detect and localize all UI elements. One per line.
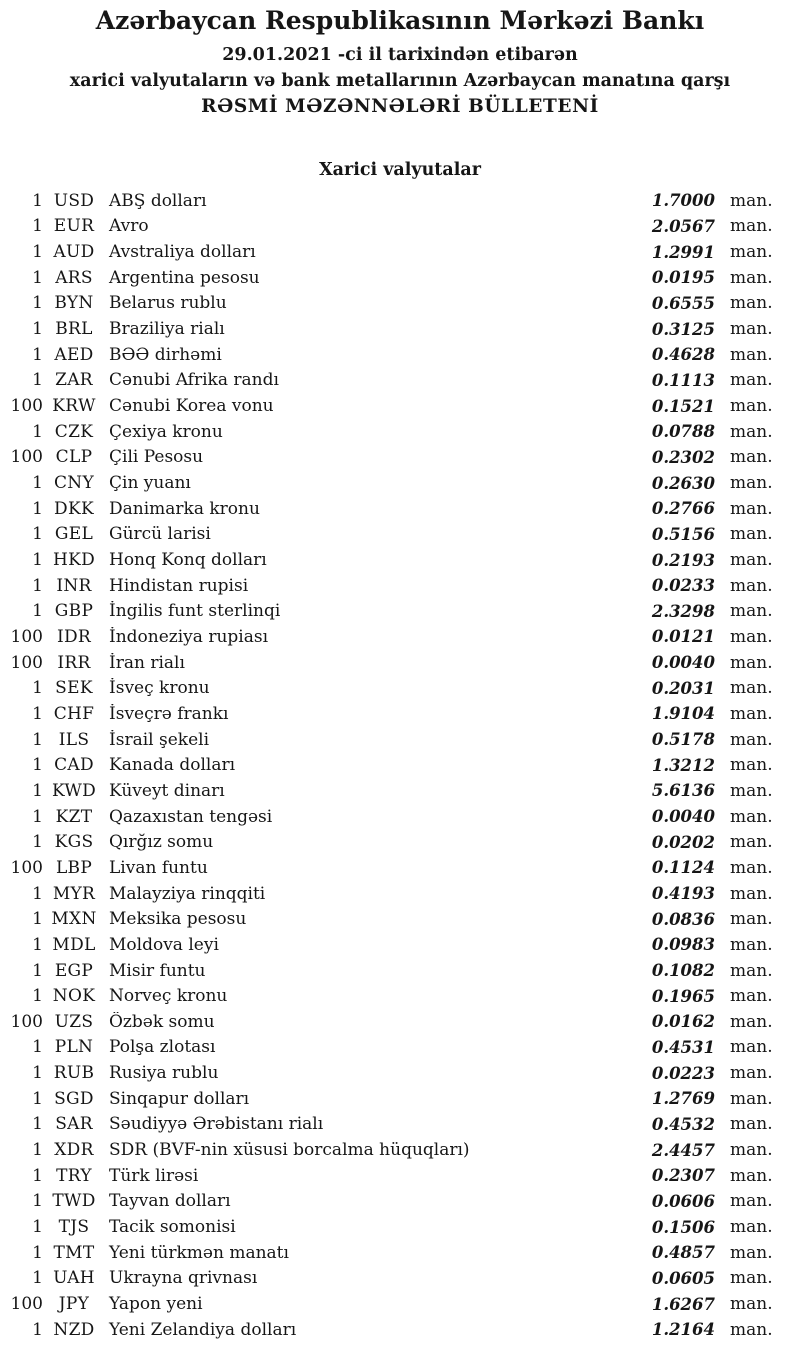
currency-row (0, 265, 800, 291)
currency-quantity: 1 (32, 498, 43, 519)
currency-unit-label: man. (730, 780, 773, 801)
currency-quantity: 100 (10, 626, 43, 647)
currency-rate: 0.0040 (651, 807, 715, 827)
currency-rate: 0.4193 (651, 884, 715, 904)
currency-name: Küveyt dinarı (109, 780, 225, 801)
currency-code: USD (53, 190, 95, 211)
currency-name: Səudiyyə Ərəbistanı rialı (109, 1114, 324, 1135)
currency-name: Hindistan rupisi (109, 575, 249, 596)
currency-name: Çili Pesosu (109, 447, 204, 468)
currency-name: SDR (BVF-nin xüsusi borcalma hüquqları) (109, 1140, 470, 1161)
currency-code: XDR (54, 1140, 94, 1161)
currency-code: PLN (54, 1037, 94, 1058)
currency-row (0, 573, 800, 599)
currency-row (0, 445, 800, 471)
currency-unit-label: man. (730, 1011, 773, 1032)
currency-quantity: 100 (10, 652, 43, 673)
currency-unit-label: man. (730, 1140, 773, 1161)
currency-row (0, 1266, 800, 1292)
currency-row (0, 1086, 800, 1112)
currency-row (0, 1137, 800, 1163)
currency-code: GBP (54, 601, 94, 622)
currency-name: Braziliya rialı (109, 319, 225, 340)
currency-code: CAD (54, 755, 94, 776)
currency-quantity: 1 (32, 575, 43, 596)
currency-unit-label: man. (730, 806, 773, 827)
currency-code: LBP (55, 857, 93, 878)
currency-unit-label: man. (730, 396, 773, 417)
currency-row (0, 419, 800, 445)
currency-quantity: 100 (10, 1294, 43, 1315)
currency-name: İsveç kronu (109, 678, 210, 699)
currency-code: TWD (52, 1191, 96, 1212)
currency-unit-label: man. (730, 447, 773, 468)
currency-quantity: 1 (32, 190, 43, 211)
currency-code: BYN (54, 293, 94, 314)
currency-code: GEL (54, 524, 94, 545)
currency-name: Avstraliya dolları (109, 242, 256, 263)
currency-code: RUB (53, 1063, 95, 1084)
currency-unit-label: man. (730, 626, 773, 647)
currency-quantity: 1 (32, 216, 43, 237)
currency-quantity: 1 (32, 601, 43, 622)
currency-name: Cənubi Afrika randı (109, 370, 279, 391)
currency-unit-label: man. (730, 1268, 773, 1289)
currency-name: Yapon yeni (109, 1294, 203, 1315)
currency-unit-label: man. (730, 421, 773, 442)
currency-row (0, 1189, 800, 1215)
currency-unit-label: man. (730, 832, 773, 853)
currency-row (0, 1112, 800, 1138)
currency-rate: 0.1965 (651, 986, 715, 1006)
currency-quantity: 1 (32, 1268, 43, 1289)
currency-rate: 2.4457 (651, 1140, 715, 1160)
currency-rate: 0.2630 (651, 473, 715, 493)
currency-row (0, 906, 800, 932)
currency-quantity: 1 (32, 524, 43, 545)
currency-unit-label: man. (730, 216, 773, 237)
currency-rate: 0.4531 (651, 1037, 715, 1057)
currency-code: EGP (54, 960, 94, 981)
section-title-foreign-currencies: Xarici valyutalar (319, 160, 481, 180)
currency-unit-label: man. (730, 729, 773, 750)
currency-name: Qırğız somu (109, 832, 214, 853)
currency-quantity: 1 (32, 1037, 43, 1058)
currency-quantity: 1 (32, 780, 43, 801)
currency-quantity: 1 (32, 473, 43, 494)
currency-unit-label: man. (730, 986, 773, 1007)
currency-row (0, 958, 800, 984)
currency-name: Livan funtu (109, 857, 208, 878)
currency-name: Malayziya rinqqiti (109, 883, 266, 904)
currency-name: İsveçrə frankı (109, 703, 229, 724)
currency-rate: 0.3125 (651, 319, 715, 339)
currency-rate: 0.5178 (651, 730, 715, 750)
currency-quantity: 100 (10, 1011, 43, 1032)
currency-unit-label: man. (730, 678, 773, 699)
currency-unit-label: man. (730, 242, 773, 263)
currency-rate: 0.0223 (651, 1063, 715, 1083)
currency-name: Yeni türkmən manatı (109, 1242, 289, 1263)
currency-row (0, 470, 800, 496)
currency-rate: 0.0121 (651, 627, 715, 647)
currency-name: Kanada dolları (109, 755, 236, 776)
currency-row (0, 1240, 800, 1266)
currency-unit-label: man. (730, 370, 773, 391)
currency-quantity: 1 (32, 960, 43, 981)
currency-name: Qazaxıstan tengəsi (109, 806, 273, 827)
currency-name: Tayvan dolları (109, 1191, 231, 1212)
currency-quantity: 1 (32, 806, 43, 827)
currency-quantity: 1 (32, 319, 43, 340)
currency-row (0, 522, 800, 548)
currency-rate: 0.0836 (651, 909, 715, 929)
currency-code: SGD (54, 1088, 94, 1109)
currency-unit-label: man. (730, 473, 773, 494)
currency-quantity: 100 (10, 396, 43, 417)
currency-name: Rusiya rublu (109, 1063, 219, 1084)
currency-row (0, 829, 800, 855)
currency-rate: 0.2307 (651, 1166, 715, 1186)
currency-name: Polşa zlotası (109, 1037, 216, 1058)
currency-code: TRY (56, 1165, 92, 1186)
currency-quantity: 1 (32, 344, 43, 365)
currency-rate: 0.6555 (651, 293, 715, 313)
currency-name: Avro (109, 216, 149, 237)
currency-quantity: 1 (32, 1140, 43, 1161)
currency-row (0, 778, 800, 804)
currency-name: Honq Konq dolları (109, 550, 267, 571)
currency-code: MYR (52, 883, 96, 904)
currency-row (0, 932, 800, 958)
currency-code: INR (56, 575, 92, 596)
currency-rate: 0.0040 (651, 653, 715, 673)
currency-quantity: 1 (32, 1217, 43, 1238)
currency-rate: 2.0567 (651, 216, 715, 236)
currency-unit-label: man. (730, 1294, 773, 1315)
currency-unit-label: man. (730, 1063, 773, 1084)
currency-unit-label: man. (730, 755, 773, 776)
currency-row (0, 1214, 800, 1240)
currency-row (0, 804, 800, 830)
currency-code: HKD (52, 550, 96, 571)
currency-name: Özbək somu (109, 1011, 215, 1032)
currency-row (0, 368, 800, 394)
currency-code: SAR (55, 1114, 93, 1135)
currency-row (0, 855, 800, 881)
currency-row (0, 291, 800, 317)
currency-code: CHF (53, 703, 95, 724)
currency-unit-label: man. (730, 344, 773, 365)
currency-unit-label: man. (730, 293, 773, 314)
currency-name: Sinqapur dolları (109, 1088, 250, 1109)
bank-name-title: Azərbaycan Respublikasının Mərkəzi Bankı (95, 6, 705, 35)
currency-code: TMT (53, 1242, 95, 1263)
currency-quantity: 1 (32, 729, 43, 750)
currency-row (0, 547, 800, 573)
currency-unit-label: man. (730, 883, 773, 904)
currency-name: BƏƏ dirhəmi (109, 344, 222, 365)
currency-quantity: 100 (10, 447, 43, 468)
currency-name: Argentina pesosu (109, 267, 260, 288)
currency-row (0, 214, 800, 240)
currency-row (0, 393, 800, 419)
currency-code: IRR (57, 652, 91, 673)
currency-rate: 1.2164 (651, 1320, 715, 1340)
currency-row (0, 752, 800, 778)
currency-row (0, 1291, 800, 1317)
currency-quantity: 1 (32, 986, 43, 1007)
currency-code: CNY (53, 473, 94, 494)
currency-row (0, 496, 800, 522)
currency-name: Norveç kronu (109, 986, 228, 1007)
currency-unit-label: man. (730, 1319, 773, 1340)
currency-name: Meksika pesosu (109, 909, 247, 930)
effective-date-line: 29.01.2021 -ci il tarixindən etibarən (222, 45, 578, 65)
currency-quantity: 1 (32, 832, 43, 853)
currency-unit-label: man. (730, 1217, 773, 1238)
currency-row (0, 1163, 800, 1189)
currency-code: JPY (58, 1294, 90, 1315)
currency-code: ZAR (55, 370, 93, 391)
currency-rate: 1.3212 (651, 755, 715, 775)
currency-row (0, 188, 800, 214)
currency-code: CZK (54, 421, 94, 442)
currency-code: NZD (53, 1319, 95, 1340)
currency-quantity: 1 (32, 755, 43, 776)
currency-quantity: 1 (32, 909, 43, 930)
currency-rate: 1.2991 (651, 242, 715, 262)
currency-unit-label: man. (730, 652, 773, 673)
currency-name: Tacik somonisi (109, 1217, 236, 1238)
currency-unit-label: man. (730, 319, 773, 340)
currency-unit-label: man. (730, 524, 773, 545)
currency-rate: 0.0162 (651, 1012, 715, 1032)
currency-rate: 0.0605 (651, 1268, 715, 1288)
currency-unit-label: man. (730, 1037, 773, 1058)
currency-row (0, 342, 800, 368)
currency-rate: 0.2766 (651, 499, 715, 519)
currency-code: TJS (58, 1217, 90, 1238)
currency-name: İsrail şekeli (109, 729, 209, 750)
currency-rates-table (0, 188, 800, 1343)
currency-code: AED (54, 344, 94, 365)
currency-quantity: 1 (32, 1319, 43, 1340)
currency-code: KGS (54, 832, 94, 853)
currency-quantity: 1 (32, 1242, 43, 1263)
currency-row (0, 239, 800, 265)
currency-quantity: 1 (32, 678, 43, 699)
currency-name: Çin yuanı (109, 473, 191, 494)
bulletin-title: RƏSMİ MƏZƏNNƏLƏRİ BÜLLETENİ (201, 96, 599, 117)
currency-code: BRL (55, 319, 93, 340)
currency-quantity: 1 (32, 1165, 43, 1186)
currency-unit-label: man. (730, 909, 773, 930)
currency-rate: 0.1124 (651, 858, 715, 878)
currency-name: İngilis funt sterlinqi (109, 601, 281, 622)
currency-code: SEK (55, 678, 93, 699)
currency-code: KZT (55, 806, 93, 827)
currency-row (0, 881, 800, 907)
currency-name: Cənubi Korea vonu (109, 396, 274, 417)
currency-name: Yeni Zelandiya dolları (109, 1319, 297, 1340)
currency-unit-label: man. (730, 1114, 773, 1135)
currency-unit-label: man. (730, 550, 773, 571)
currency-unit-label: man. (730, 703, 773, 724)
currency-rate: 5.6136 (651, 781, 715, 801)
currency-rate: 0.0233 (651, 576, 715, 596)
currency-unit-label: man. (730, 857, 773, 878)
currency-unit-label: man. (730, 190, 773, 211)
currency-code: EUR (53, 216, 95, 237)
currency-row (0, 316, 800, 342)
currency-row (0, 624, 800, 650)
currency-quantity: 100 (10, 857, 43, 878)
currency-rate: 0.0195 (651, 268, 715, 288)
currency-rate: 0.2031 (651, 678, 715, 698)
currency-name: Belarus rublu (109, 293, 227, 314)
currency-unit-label: man. (730, 601, 773, 622)
currency-row (0, 1317, 800, 1343)
currency-quantity: 1 (32, 242, 43, 263)
currency-rate: 1.9104 (651, 704, 715, 724)
currency-code: ILS (58, 729, 90, 750)
currency-rate: 0.2302 (651, 447, 715, 467)
currency-row (0, 983, 800, 1009)
currency-row (0, 727, 800, 753)
currency-quantity: 1 (32, 703, 43, 724)
currency-code: MDL (52, 934, 96, 955)
currency-row (0, 675, 800, 701)
currency-rate: 2.3298 (651, 601, 715, 621)
currency-code: CLP (55, 447, 93, 468)
currency-code: MXN (51, 909, 97, 930)
currency-name: Moldova leyi (109, 934, 219, 955)
currency-name: Misir funtu (109, 960, 206, 981)
currency-name: Danimarka kronu (109, 498, 260, 519)
currency-rate: 1.7000 (651, 191, 715, 211)
currency-quantity: 1 (32, 421, 43, 442)
currency-rate: 0.0983 (651, 935, 715, 955)
currency-name: Çexiya kronu (109, 421, 223, 442)
currency-code: NOK (52, 986, 96, 1007)
currency-row (0, 1035, 800, 1061)
currency-row (0, 599, 800, 625)
currency-row (0, 1060, 800, 1086)
currency-quantity: 1 (32, 934, 43, 955)
currency-unit-label: man. (730, 1088, 773, 1109)
currency-row (0, 1009, 800, 1035)
currency-unit-label: man. (730, 575, 773, 596)
currency-name: Gürcü larisi (109, 524, 211, 545)
currency-rate: 0.0788 (651, 422, 715, 442)
currency-rate: 0.4628 (651, 345, 715, 365)
currency-name: İndoneziya rupiası (109, 626, 269, 647)
currency-rate: 0.0202 (651, 832, 715, 852)
currency-unit-label: man. (730, 1242, 773, 1263)
currency-row (0, 701, 800, 727)
currency-rate: 0.1113 (651, 370, 715, 390)
currency-quantity: 1 (32, 1114, 43, 1135)
subject-line: xarici valyutaların və bank metallarının Azərbaycan manatına qarşı (69, 71, 731, 91)
currency-quantity: 1 (32, 1191, 43, 1212)
currency-unit-label: man. (730, 1191, 773, 1212)
currency-quantity: 1 (32, 1088, 43, 1109)
currency-rate: 0.4532 (651, 1114, 715, 1134)
currency-code: UAH (53, 1268, 95, 1289)
currency-quantity: 1 (32, 293, 43, 314)
currency-rate: 0.0606 (651, 1191, 715, 1211)
currency-unit-label: man. (730, 267, 773, 288)
currency-unit-label: man. (730, 960, 773, 981)
currency-row (0, 650, 800, 676)
currency-name: Türk lirəsi (109, 1165, 199, 1186)
currency-rate: 1.2769 (651, 1089, 715, 1109)
currency-code: AUD (53, 242, 95, 263)
currency-rate: 1.6267 (651, 1294, 715, 1314)
currency-code: KWD (51, 780, 97, 801)
currency-code: UZS (54, 1011, 94, 1032)
currency-quantity: 1 (32, 370, 43, 391)
currency-rate: 0.1506 (651, 1217, 715, 1237)
currency-rate: 0.5156 (651, 524, 715, 544)
currency-code: ARS (55, 267, 93, 288)
currency-quantity: 1 (32, 883, 43, 904)
currency-rate: 0.2193 (651, 550, 715, 570)
currency-rate: 0.1521 (651, 396, 715, 416)
currency-code: IDR (56, 626, 92, 647)
currency-quantity: 1 (32, 1063, 43, 1084)
currency-quantity: 1 (32, 267, 43, 288)
currency-rate: 0.4857 (651, 1243, 715, 1263)
currency-name: İran rialı (109, 652, 185, 673)
currency-quantity: 1 (32, 550, 43, 571)
currency-code: DKK (54, 498, 94, 519)
currency-unit-label: man. (730, 934, 773, 955)
currency-code: KRW (52, 396, 96, 417)
currency-name: Ukrayna qrivnası (109, 1268, 258, 1289)
currency-name: ABŞ dolları (109, 190, 207, 211)
currency-unit-label: man. (730, 1165, 773, 1186)
currency-unit-label: man. (730, 498, 773, 519)
currency-rate: 0.1082 (651, 961, 715, 981)
